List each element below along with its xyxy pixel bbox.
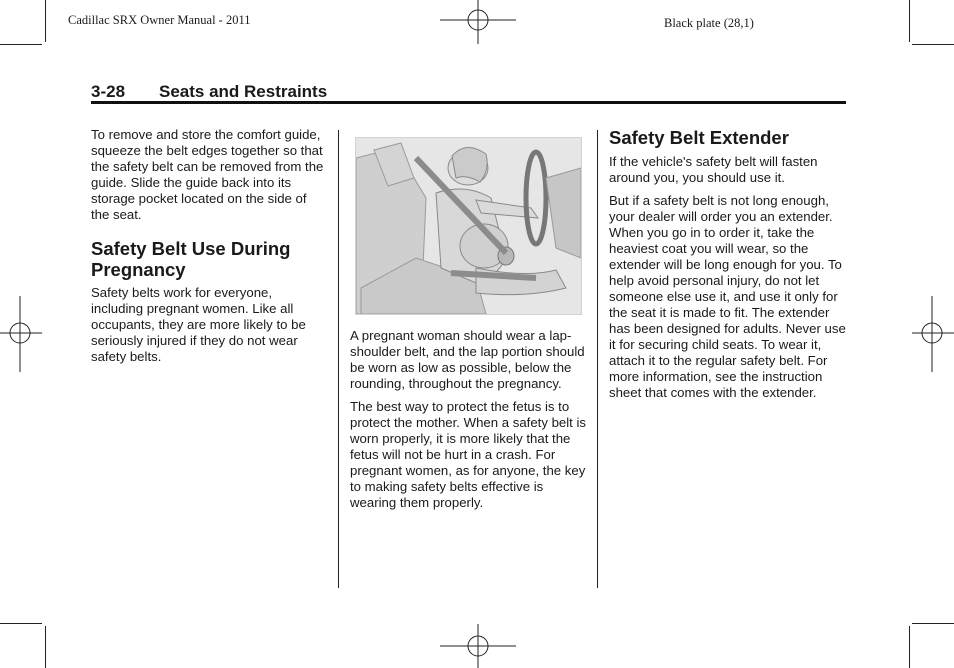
registration-mark-bottom bbox=[440, 624, 516, 668]
crop-mark bbox=[912, 44, 954, 45]
registration-mark-left bbox=[0, 296, 42, 372]
crop-mark bbox=[0, 44, 42, 45]
registration-mark-right bbox=[912, 296, 954, 372]
section-rule bbox=[91, 101, 846, 104]
registration-mark-top bbox=[440, 0, 516, 44]
column-right bbox=[609, 127, 849, 408]
pregnancy-heading: Safety Belt Use During Pregnancy bbox=[91, 238, 291, 280]
column-divider bbox=[338, 130, 339, 588]
crop-mark bbox=[0, 623, 42, 624]
crop-mark bbox=[45, 0, 46, 42]
plate-label: Black plate (28,1) bbox=[664, 16, 754, 30]
page-number: 3-28 bbox=[91, 82, 126, 101]
crop-mark bbox=[45, 626, 46, 668]
crop-mark bbox=[909, 0, 910, 42]
column-left bbox=[91, 127, 327, 372]
extender-paragraph-1: If the vehicle's safety belt will fasten around you, you should use it. bbox=[609, 154, 818, 185]
fetus-paragraph: The best way to protect the fetus is to protect the mother. When a safety belt is worn properly, it is more likely that the fetus will not be hurt in a crash. For pregnant women, as for anyone, the key to making safety belts effective is wearing them properly. bbox=[350, 399, 587, 510]
column-divider bbox=[597, 130, 598, 588]
manual-title: Cadillac SRX Owner Manual - 2011 bbox=[68, 13, 251, 27]
pregnancy-paragraph: Safety belts work for everyone, including pregnant women. Like all occupants, they are more likely to be seriously injured if they do not wear safety belts. bbox=[91, 285, 306, 364]
lap-belt-paragraph: A pregnant woman should wear a lap-shoulder belt, and the lap portion should be worn as low as possible, below the rounding, throughout the pregnancy. bbox=[350, 328, 585, 391]
pregnant-woman-illustration bbox=[355, 137, 582, 315]
comfort-guide-paragraph: To remove and store the comfort guide, squeeze the belt edges together so that the safety belt can be removed from the guide. Slide the guide back into its storage pocket located on the side of the seat. bbox=[91, 127, 324, 222]
section-title: Seats and Restraints bbox=[159, 82, 328, 101]
section-header bbox=[91, 82, 327, 102]
crop-mark bbox=[912, 623, 954, 624]
extender-paragraph-2: But if a safety belt is not long enough, your dealer will order you an extender. When you go in to order it, take the heaviest coat you will wear, so the extender will be long enough for you. To help avoid personal injury, do not let someone else use it, and use it only for the seat it is made to fit. The extender has been designed for adults. Never use it for securing child seats. To wear it, attach it to the regular safety belt. For more information, see the instruction sheet that comes with the extender. bbox=[609, 193, 846, 400]
extender-heading: Safety Belt Extender bbox=[609, 127, 789, 148]
column-middle bbox=[350, 328, 590, 518]
crop-mark bbox=[909, 626, 910, 668]
